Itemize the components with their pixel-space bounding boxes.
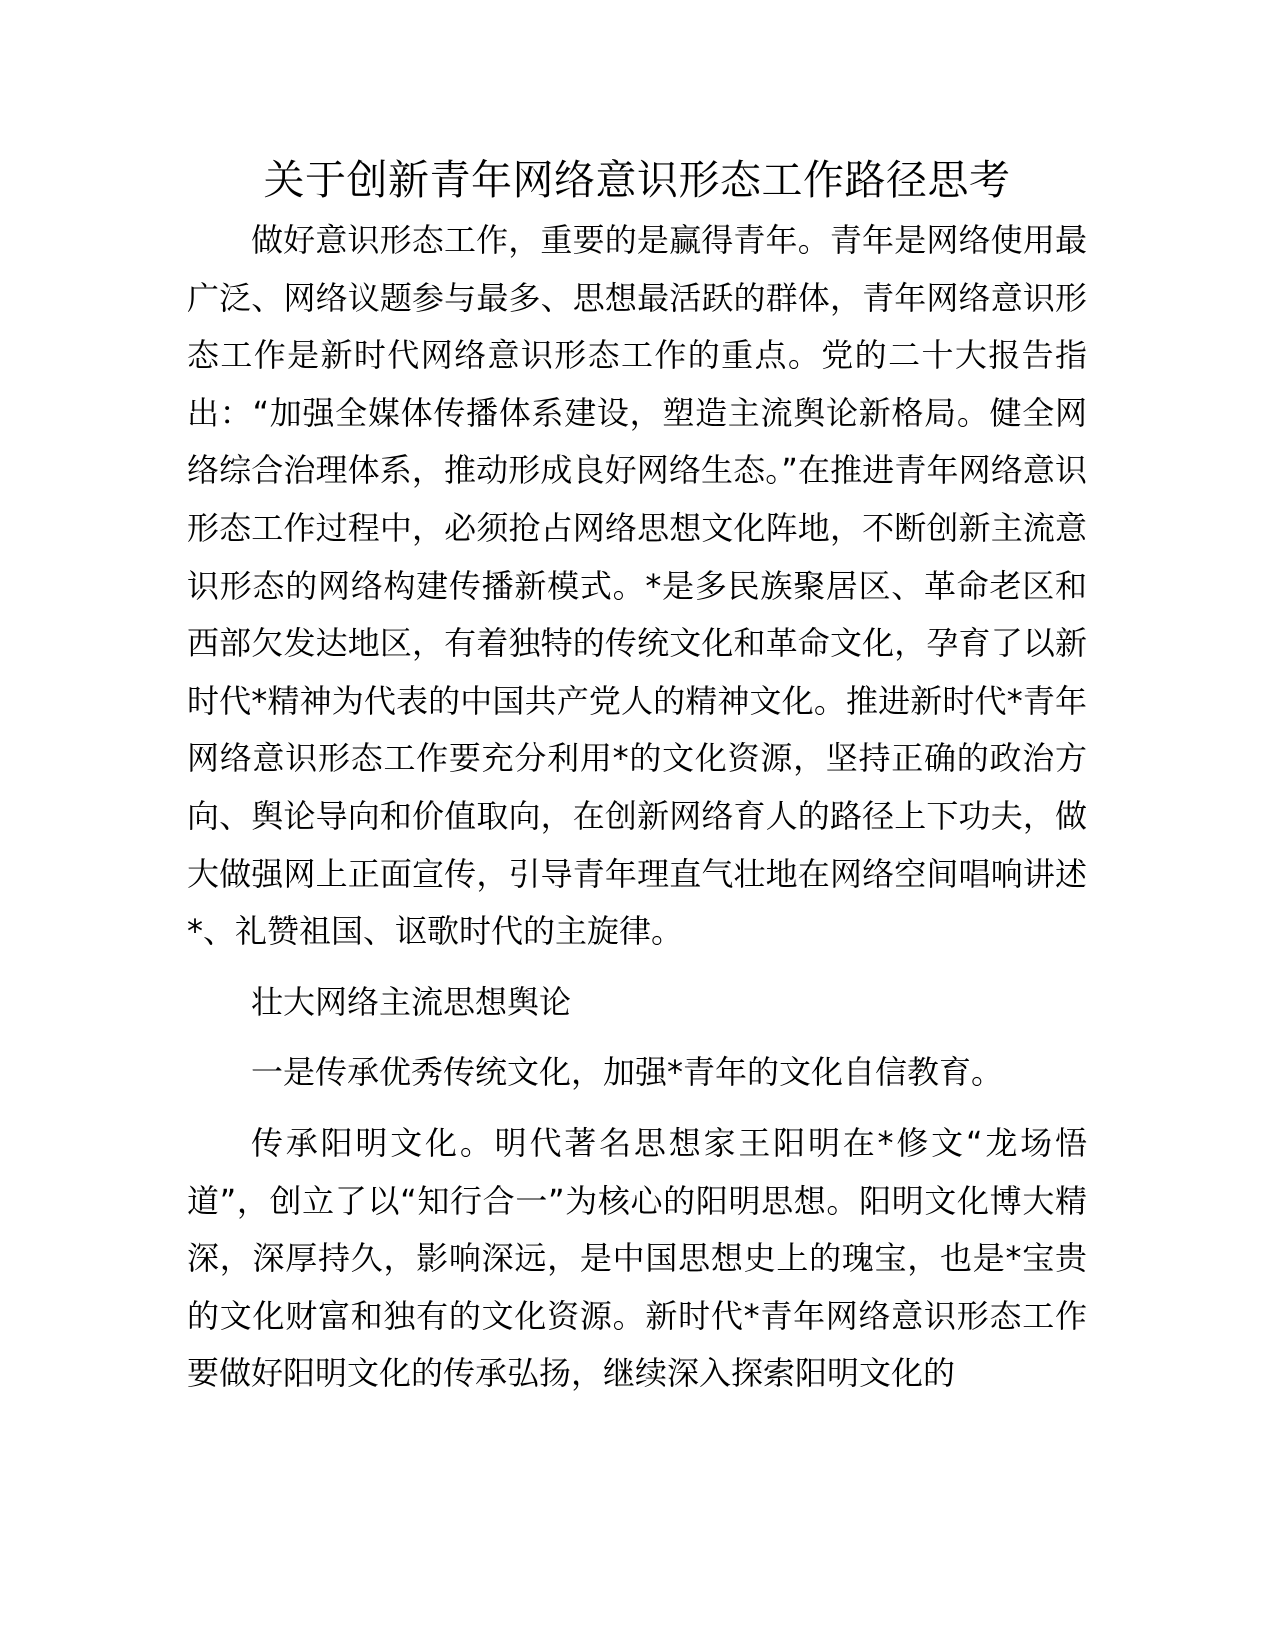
subsection-heading: 一是传承优秀传统文化，加强*青年的文化自信教育。 [251, 1053, 1004, 1092]
body-paragraph: 传承阳明文化。明代著名思想家王阳明在*修文“龙场悟道”，创立了以“知行合一”为核心的阳明思想。阳明文化博大精深，深厚持久，影响深远，是中国思想史上的瑰宝，也是*宝贵的文化财富和独有的文化资源。新时代*青年网络意识形态工作要做好阳明文化的传承弘扬，继续深入探索阳明文化的 [187, 1123, 1087, 1393]
intro-paragraph: 做好意识形态工作，重要的是赢得青年。青年是网络使用最广泛、网络议题参与最多、思想最活跃的群体，青年网络意识形态工作是新时代网络意识形态工作的重点。党的二十大报告指出：“加强全媒体传播体系建设，塑造主流舆论新格局。健全网络综合治理体系，推动形成良好网络生态。”在推进青年网络意识形态工作过程中，必须抢占网络思想文化阵地，不断创新主流意识形态的网络构建传播新模式。*是多民族聚居区、革命老区和西部欠发达地区，有着独特的传统文化和革命文化，孕育了以新时代*精神为代表的中国共产党人的精神文化。推进新时代*青年网络意识形态工作要充分利用*的文化资源，坚持正确的政治方向、舆论导向和价值取向，在创新网络育人的路径上下功夫，做大做强网上正面宣传，引导青年理直气壮地在网络空间唱响讲述*、礼赞祖国、讴歌时代的主旋律。 [187, 221, 1087, 951]
section-heading: 壮大网络主流思想舆论 [251, 982, 572, 1021]
document-body [187, 150, 1087, 1403]
document-title: 关于创新青年网络意识形态工作路径思考 [263, 156, 1011, 204]
